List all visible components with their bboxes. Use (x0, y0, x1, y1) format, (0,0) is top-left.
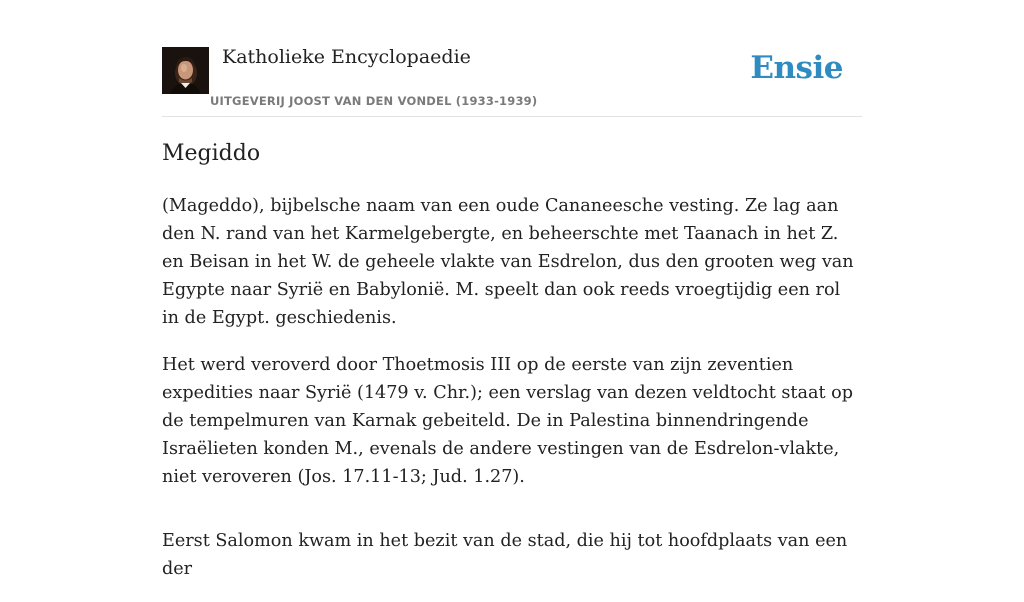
article-paragraph: Het werd veroverd door Thoetmosis III op de eerste van zijn zeventien expedities naar Syrië (1479 v. Chr.); een verslag van dezen veldtocht staat op de tempelmuren van Karnak gebeiteld. De in Palestina binnendringende Israëlieten konden M., evenals de andere vestingen van de Esdrelon-vlakte, niet veroveren (Jos. 17.11-13; Jud. 1.27). (162, 355, 853, 487)
portrait-icon (162, 47, 209, 94)
site-title[interactable]: Katholieke Encyclopaedie (222, 46, 471, 68)
article-paragraph: Eerst Salomon kwam in het bezit van de stad, die hij tot hoofdplaats van een der (162, 531, 848, 579)
brand-logo[interactable]: Ensie (750, 50, 843, 86)
article-body (162, 192, 862, 602)
article-title: Megiddo (162, 141, 261, 166)
publisher-avatar[interactable] (162, 47, 209, 94)
publisher-subtitle: UITGEVERIJ JOOST VAN DEN VONDEL (1933-1939) (210, 94, 538, 108)
page-container (162, 0, 862, 579)
page-header (162, 0, 862, 117)
article-paragraph: (Mageddo), bijbelsche naam van een oude Cananeesche vesting. Ze lag aan den N. rand van het Karmelgebergte, en beheerschte met Taanach in het Z. en Beisan in het W. de geheele vlakte van Esdrelon, dus den grooten weg van Egypte naar Syrië en Babylonië. M. speelt dan ook reeds vroegtijdig een rol in de Egypt. geschiedenis. (162, 196, 854, 328)
